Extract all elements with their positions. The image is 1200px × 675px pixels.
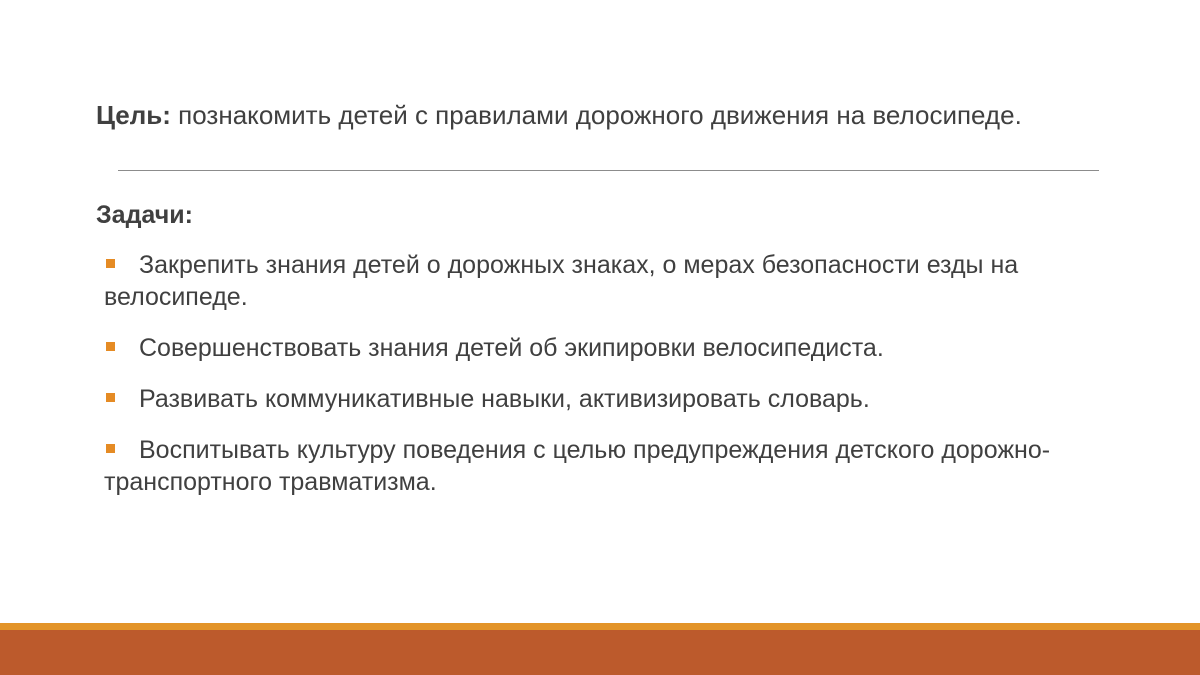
square-bullet-icon bbox=[106, 393, 115, 402]
goal-label: Цель: bbox=[96, 100, 171, 130]
footer-accent-stripe bbox=[0, 623, 1200, 630]
task-item bbox=[104, 249, 1094, 313]
task-list bbox=[104, 249, 1094, 517]
task-item bbox=[104, 383, 1094, 415]
goal-text: познакомить детей с правилами дорожного движения на велосипеде. bbox=[170, 100, 1022, 130]
task-text: Воспитывать культуру поведения с целью предупреждения детского дорожно-транспортного травматизма. bbox=[104, 436, 1051, 496]
tasks-heading: Задачи: bbox=[96, 201, 193, 229]
square-bullet-icon bbox=[106, 444, 115, 453]
footer-bar bbox=[0, 630, 1200, 675]
goal-statement bbox=[96, 98, 1146, 132]
square-bullet-icon bbox=[106, 259, 115, 268]
task-item bbox=[104, 332, 1094, 364]
task-text: Развивать коммуникативные навыки, активизировать словарь. bbox=[139, 385, 870, 413]
task-text: Совершенствовать знания детей об экипировки велосипедиста. bbox=[139, 334, 884, 362]
square-bullet-icon bbox=[106, 342, 115, 351]
task-item bbox=[104, 434, 1094, 498]
divider-line bbox=[118, 170, 1099, 171]
task-text: Закрепить знания детей о дорожных знаках, о мерах безопасности езды на велосипеде. bbox=[104, 251, 1019, 311]
